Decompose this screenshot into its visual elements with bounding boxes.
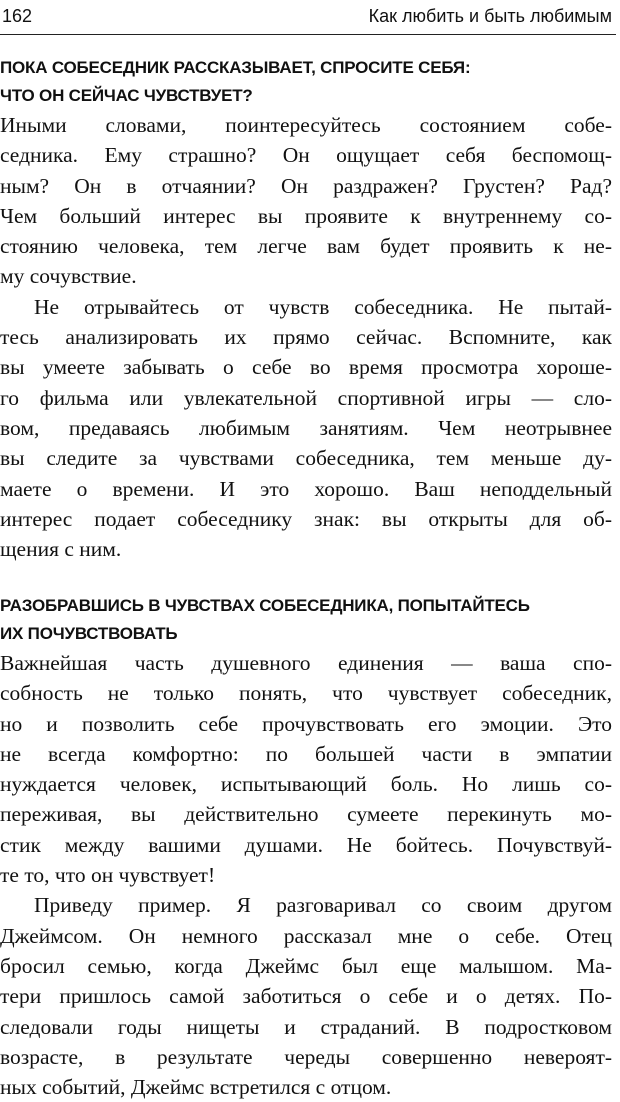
text-line: бросил семью, когда Джеймс был еще малышом. Ма- xyxy=(0,953,612,978)
text-line: собность не только понять, что чувствует собеседник, xyxy=(0,681,612,706)
text-line: тери пришлось самой заботиться о себе и о детях. По- xyxy=(0,984,612,1009)
section-1 xyxy=(0,54,612,564)
text-line: нуждается человек, испытывающий боль. Но лишь со- xyxy=(0,772,612,797)
text-line: Важнейшая часть душевного единения — ваша спо- xyxy=(0,651,612,675)
page-number: 162 xyxy=(2,6,33,26)
text-line: стоянию человека, тем легче вам будет проявить к не- xyxy=(0,234,612,259)
text-line: маете о времени. И это хорошо. Ваш неподдельный xyxy=(0,476,612,501)
text-line: стик между вашими душами. Не бойтесь. Почувствуй- xyxy=(0,832,612,857)
text-line: Чем больший интерес вы проявите к внутреннему со- xyxy=(0,203,612,228)
text-line: Приведу пример. Я разговаривал со своим другом xyxy=(34,893,612,918)
text-line: переживая, вы действительно сумеете перекинуть мо- xyxy=(0,802,612,827)
heading-line: ИХ ПОЧУВСТВОВАТЬ xyxy=(0,624,178,643)
text-line: Иными словами, поинтересуйтесь состоянием собе- xyxy=(0,113,612,137)
section-1-heading xyxy=(0,54,612,110)
header-rule xyxy=(0,34,616,35)
book-title: Как любить и быть любимым xyxy=(368,6,612,26)
text-line: но и позволить себе прочувствовать его эмоции. Это xyxy=(0,711,612,736)
text-line: седника. Ему страшно? Он ощущает себя беспомощ- xyxy=(0,143,612,168)
text-line: не всегда комфортно: по большей части в эмпатии xyxy=(0,741,612,766)
text-line: ных событий, Джеймс встретился с отцом. xyxy=(0,1075,392,1100)
heading-line: ПОКА СОБЕСЕДНИК РАССКАЗЫВАЕТ, СПРОСИТЕ СЕБЯ: xyxy=(0,58,471,77)
running-header xyxy=(2,2,612,32)
text-line: возрасте, в результате череды совершенно невероят- xyxy=(0,1044,612,1069)
text-line: вы следите за чувствами собеседника, тем меньше ду- xyxy=(0,446,612,471)
text-line: тесь анализировать их прямо сейчас. Вспомните, как xyxy=(0,325,612,350)
heading-line: РАЗОБРАВШИСЬ В ЧУВСТВАХ СОБЕСЕДНИКА, ПОПЫТАЙТЕСЬ xyxy=(0,596,530,615)
section-2-heading xyxy=(0,592,612,648)
heading-line: ЧТО ОН СЕЙЧАС ЧУВСТВУЕТ? xyxy=(0,86,253,105)
section-1-paragraph-2 xyxy=(0,292,612,565)
text-line: вы умеете забывать о себе во время просмотра хороше- xyxy=(0,355,612,380)
text-line: вом, предаваясь любимым занятиям. Чем неотрывнее xyxy=(0,415,612,440)
section-2-paragraph-1 xyxy=(0,648,612,890)
section-1-paragraph-1 xyxy=(0,110,612,292)
text-line: ным? Он в отчаянии? Он раздражен? Грустен? Рад? xyxy=(0,173,612,198)
text-line: следовали годы нищеты и страданий. В подростковом xyxy=(0,1014,612,1039)
section-2 xyxy=(0,592,612,1102)
text-line: щения с ним. xyxy=(0,537,122,562)
text-line: Не отрывайтесь от чувств собеседника. Не пытай- xyxy=(34,294,612,319)
text-line: интерес подает собеседнику знак: вы открыты для об- xyxy=(0,506,612,531)
text-line: те то, что он чувствует! xyxy=(0,863,216,888)
text-line: Джеймсом. Он немного рассказал мне о себе. Отец xyxy=(0,923,612,948)
section-2-paragraph-2 xyxy=(0,890,612,1102)
text-line: го фильма или увлекательной спортивной игры — сло- xyxy=(0,385,612,410)
text-line: му сочувствие. xyxy=(0,264,137,289)
